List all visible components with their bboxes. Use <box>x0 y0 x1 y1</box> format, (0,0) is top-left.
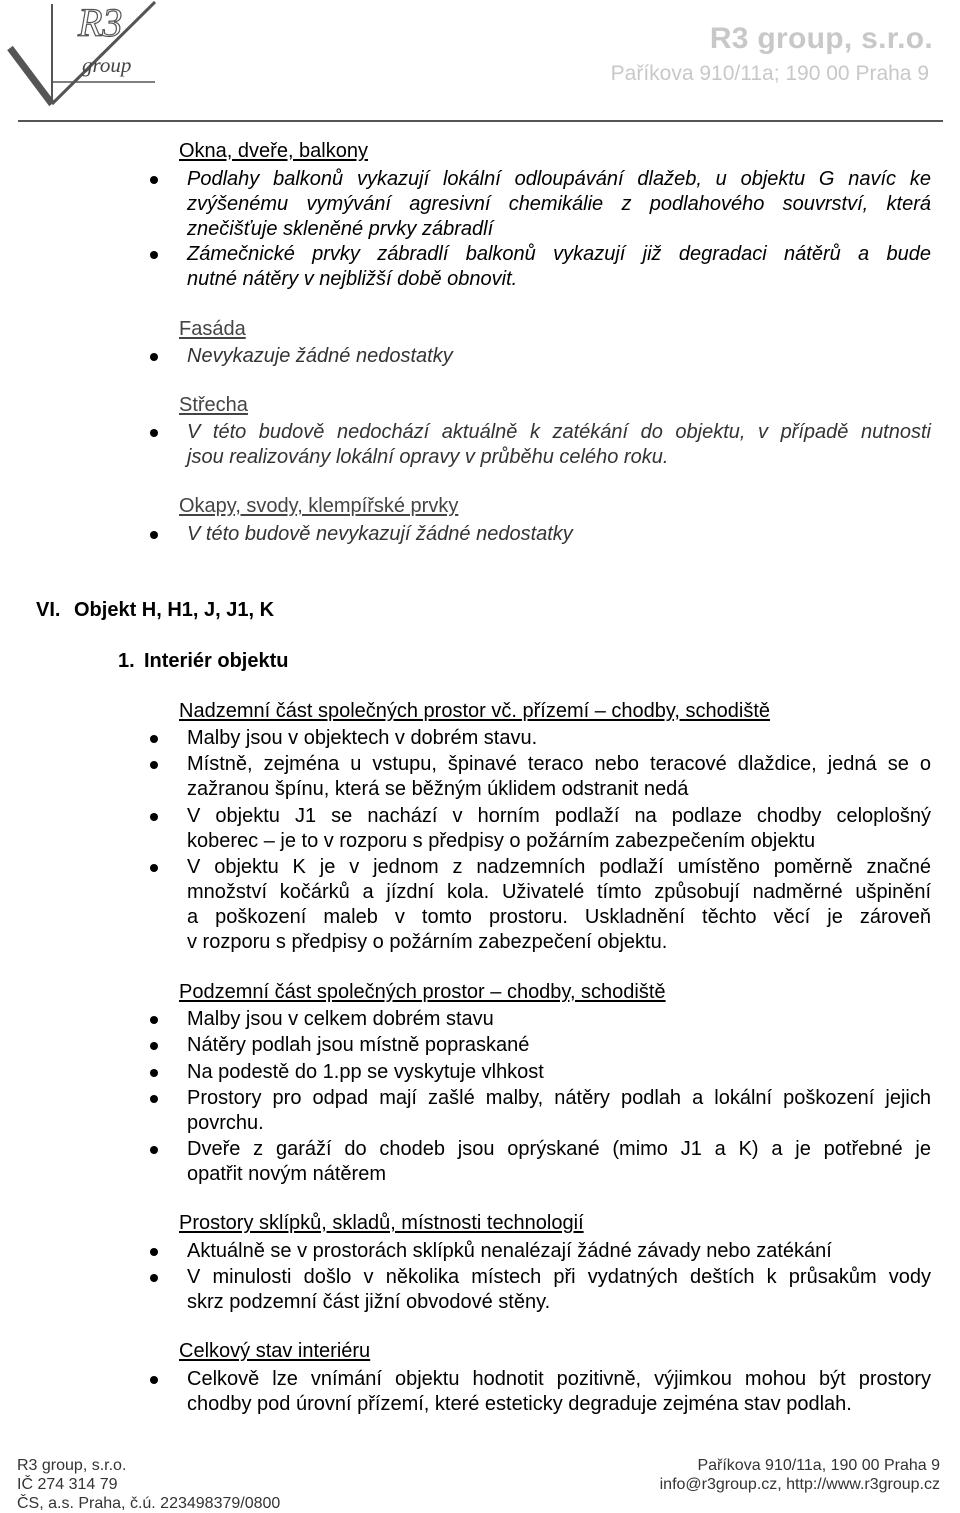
section-title-fasada: Fasáda <box>179 318 246 340</box>
footer-address: Paříkova 910/11a, 190 00 Praha 9 <box>697 1457 940 1474</box>
bullet-icon <box>150 1069 158 1077</box>
section-title-podzemni: Podzemní část společných prostor – chodby, schodiště <box>179 981 666 1003</box>
list-item: Aktuálně se v prostorách sklípků nenalézají žádné závady nebo zatékání <box>187 1240 832 1262</box>
bullet-icon <box>150 531 158 539</box>
page-header <box>0 0 960 125</box>
bullet-icon <box>150 813 158 821</box>
company-address: Paříkova 910/11a; 190 00 Praha 9 <box>610 62 929 85</box>
list-item: Podlahy balkonů vykazují lokální odloupávání dlažeb, u objektu G navíc ke zvýšenému vymývání agresivní chemikálie z podlahového souvrství, která znečišťuje skleněné prvky zábradlí <box>187 168 931 240</box>
bullet-icon <box>150 1146 158 1154</box>
r3-group-logo <box>0 0 175 118</box>
page-footer <box>0 1450 960 1511</box>
bullet-icon <box>150 1248 158 1256</box>
logo-mark: R3 <box>78 0 123 45</box>
list-item: V této budově nedochází aktuálně k zatékání do objektu, v případě nutnosti jsou realizovány lokální opravy v průběhu celého roku. <box>187 421 931 468</box>
list-item: Dveře z garáží do chodeb jsou oprýskané (mimo J1 a K) a je potřebné je opatřit novým nátěrem <box>187 1138 931 1185</box>
chapter-title: Objekt H, H1, J, J1, K <box>74 599 275 621</box>
chapter-number: VI. <box>36 599 61 621</box>
section-title-okna: Okna, dveře, balkony <box>179 140 368 162</box>
bullet-icon <box>150 761 158 769</box>
section-title-strecha: Střecha <box>179 394 248 416</box>
bullet-icon <box>150 251 158 259</box>
footer-contact-links[interactable]: info@r3group.cz, http://www.r3group.cz <box>659 1476 940 1493</box>
subchapter-title: Interiér objektu <box>144 650 289 672</box>
list-item: Na podestě do 1.pp se vyskytuje vlhkost <box>187 1061 544 1083</box>
logo-word: group <box>82 53 132 77</box>
footer-ico: IČ 274 314 79 <box>17 1476 118 1493</box>
subchapter-number: 1. <box>118 650 135 672</box>
list-item: Zámečnické prvky zábradlí balkonů vykazují již degradaci nátěrů a bude nutné nátěry v nejbližší době obnovit. <box>187 243 931 290</box>
list-item: V minulosti došlo v několika místech při vydatných deštích k průsakům vody skrz podzemní část jižní obvodové stěny. <box>187 1266 931 1313</box>
section-title-okapy: Okapy, svody, klempířské prvky <box>179 495 459 517</box>
bullet-icon <box>150 1376 158 1384</box>
bullet-icon <box>150 735 158 743</box>
list-item: Nevykazuje žádné nedostatky <box>187 345 453 367</box>
section-title-sklipky: Prostory sklípků, skladů, místnosti technologií <box>179 1212 584 1234</box>
list-item: Nátěry podlah jsou místně popraskané <box>187 1034 530 1056</box>
list-item: V objektu K je v jednom z nadzemních podlaží umístěno poměrně značné množství kočárků a jízdní kola. Uživatelé tímto způsobují nadměrné ušpinění a poškození maleb v tomto prostoru. Uskladnění těchto věcí je zároveň v rozporu s předpisy o požárním zabezpečení objektu. <box>187 856 931 953</box>
list-item: Místně, zejména u vstupu, špinavé teraco nebo teracové dlaždice, jedná se o zažranou špínu, která se běžným úklidem odstranit nedá <box>187 753 931 800</box>
section-title-nadzemni: Nadzemní část společných prostor vč. přízemí – chodby, schodiště <box>179 700 771 722</box>
bullet-icon <box>150 864 158 872</box>
footer-company-name: R3 group, s.r.o. <box>17 1457 127 1474</box>
bullet-icon <box>150 1095 158 1103</box>
bullet-icon <box>150 1016 158 1024</box>
list-item: Malby jsou v objektech v dobrém stavu. <box>187 727 538 749</box>
bullet-icon <box>150 176 158 184</box>
header-divider <box>18 120 943 122</box>
bullet-icon <box>150 1042 158 1050</box>
bullet-icon <box>150 429 158 437</box>
list-item: V objektu J1 se nachází v horním podlaží na podlaze chodby celoplošný koberec – je to v rozporu s předpisy o požárním zabezpečením objektu <box>187 805 931 852</box>
footer-bank-account: ČS, a.s. Praha, č.ú. 223498379/0800 <box>17 1495 281 1512</box>
company-name: R3 group, s.r.o. <box>709 22 933 55</box>
list-item: Prostory pro odpad mají zašlé malby, nátěry podlah a lokální poškození jejich povrchu. <box>187 1087 931 1134</box>
footer-company-info <box>17 1456 280 1513</box>
section-title-celkovy: Celkový stav interiéru <box>179 1340 371 1362</box>
list-item: V této budově nevykazují žádné nedostatky <box>187 523 573 545</box>
list-item: Malby jsou v celkem dobrém stavu <box>187 1008 494 1030</box>
list-item: Celkově lze vnímání objektu hodnotit pozitivně, výjimkou mohou být prostory chodby pod úrovní přízemí, které esteticky degraduje zejména stav podlah. <box>187 1368 931 1415</box>
bullet-icon <box>150 353 158 361</box>
footer-contact-info <box>660 1456 940 1494</box>
bullet-icon <box>150 1274 158 1282</box>
